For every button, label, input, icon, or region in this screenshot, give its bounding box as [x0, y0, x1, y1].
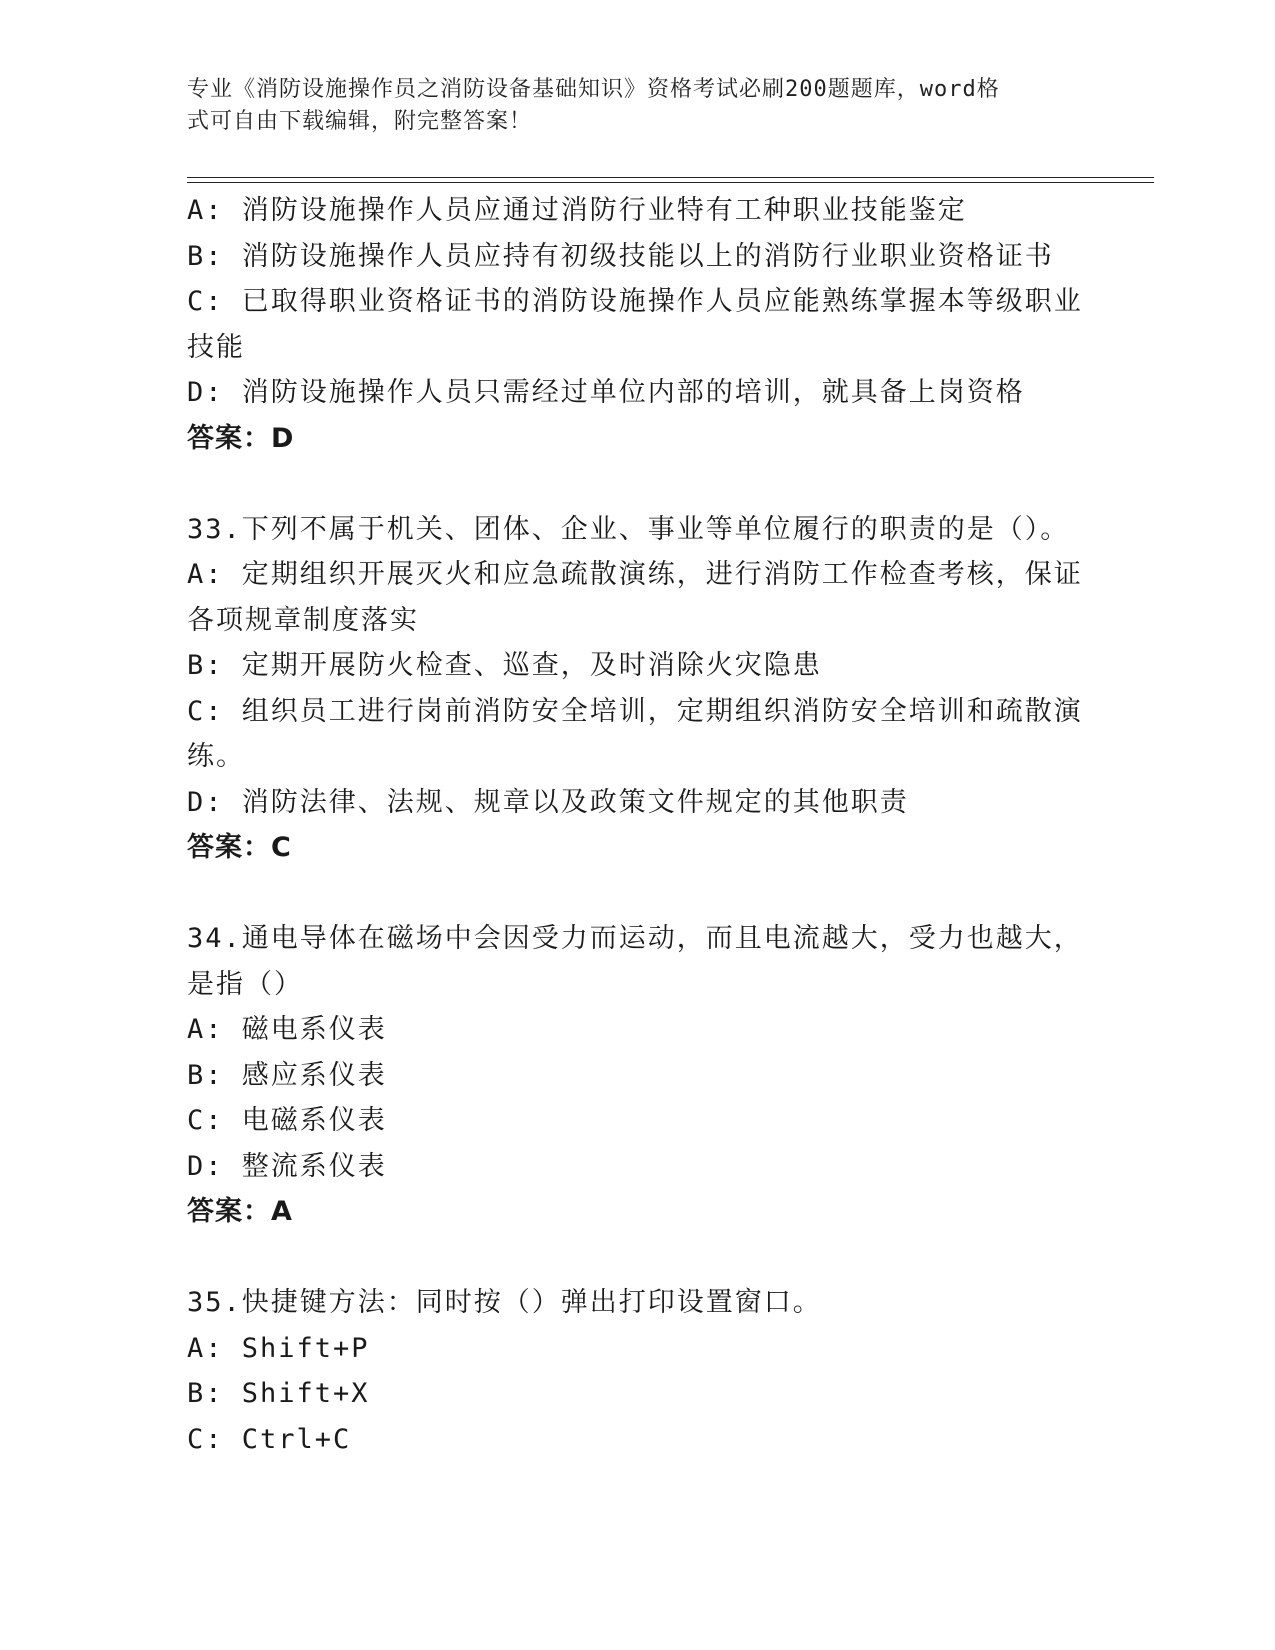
q33-question: 33.下列不属于机关、团体、企业、事业等单位履行的职责的是（）。: [187, 513, 1070, 545]
document-header: [187, 74, 1072, 138]
question-35: [187, 1280, 1087, 1462]
q34-question-line-1: 34.通电导体在磁场中会因受力而运动，而且电流越大，受力也越大，: [187, 923, 1083, 954]
question-32: [187, 188, 1087, 461]
q35-option-a: A: Shift+P: [187, 1332, 370, 1364]
header-divider-bottom: [187, 182, 1154, 183]
q33-answer: 答案：C: [187, 832, 292, 863]
q33-option-d: D: 消防法律、法规、规章以及政策文件规定的其他职责: [187, 786, 909, 818]
header-line-2: 式可自由下载编辑，附完整答案！: [187, 109, 533, 134]
question-34: [187, 916, 1087, 1235]
q33-option-c-line-2: 练。: [187, 741, 245, 772]
q34-question-line-2: 是指（）: [187, 968, 303, 1000]
spacer: [187, 871, 1087, 917]
question-33: [187, 507, 1087, 871]
q33-option-a-line-2: 各项规章制度落实: [187, 604, 419, 636]
spacer: [187, 1235, 1087, 1281]
q33-option-c-line-1: C: 组织员工进行岗前消防安全培训，定期组织消防安全培训和疏散演: [187, 695, 1083, 727]
q34-answer: 答案：A: [187, 1196, 293, 1227]
q34-option-a: A: 磁电系仪表: [187, 1014, 387, 1045]
header-line-1: 专业《消防设施操作员之消防设备基础知识》资格考试必刷200题题库，word格: [187, 77, 1000, 102]
question-list: [187, 188, 1087, 1462]
q35-option-c: C: Ctrl+C: [187, 1423, 352, 1455]
q32-option-a: A: 消防设施操作人员应通过消防行业特有工种职业技能鉴定: [187, 195, 967, 226]
q32-option-b: B: 消防设施操作人员应持有初级技能以上的消防行业职业资格证书: [187, 240, 1054, 272]
q33-option-b: B: 定期开展防火检查、巡查，及时消除火灾隐患: [187, 650, 822, 681]
header-divider-top: [187, 177, 1154, 178]
q35-question: 35.快捷键方法：同时按（）弹出打印设置窗口。: [187, 1287, 822, 1318]
q33-option-a-line-1: A: 定期组织开展灭火和应急疏散演练，进行消防工作检查考核，保证: [187, 559, 1083, 590]
q32-option-d: D: 消防设施操作人员只需经过单位内部的培训，就具备上岗资格: [187, 377, 1025, 408]
spacer: [187, 461, 1087, 507]
q32-answer: 答案：D: [187, 422, 295, 454]
q32-option-c-line-2: 技能: [187, 331, 245, 363]
q34-option-d: D: 整流系仪表: [187, 1150, 387, 1182]
q32-option-c-line-1: C: 已取得职业资格证书的消防设施操作人员应能熟练掌握本等级职业: [187, 286, 1083, 317]
q34-option-b: B: 感应系仪表: [187, 1059, 387, 1091]
q35-option-b: B: Shift+X: [187, 1378, 370, 1409]
q34-option-c: C: 电磁系仪表: [187, 1105, 387, 1136]
